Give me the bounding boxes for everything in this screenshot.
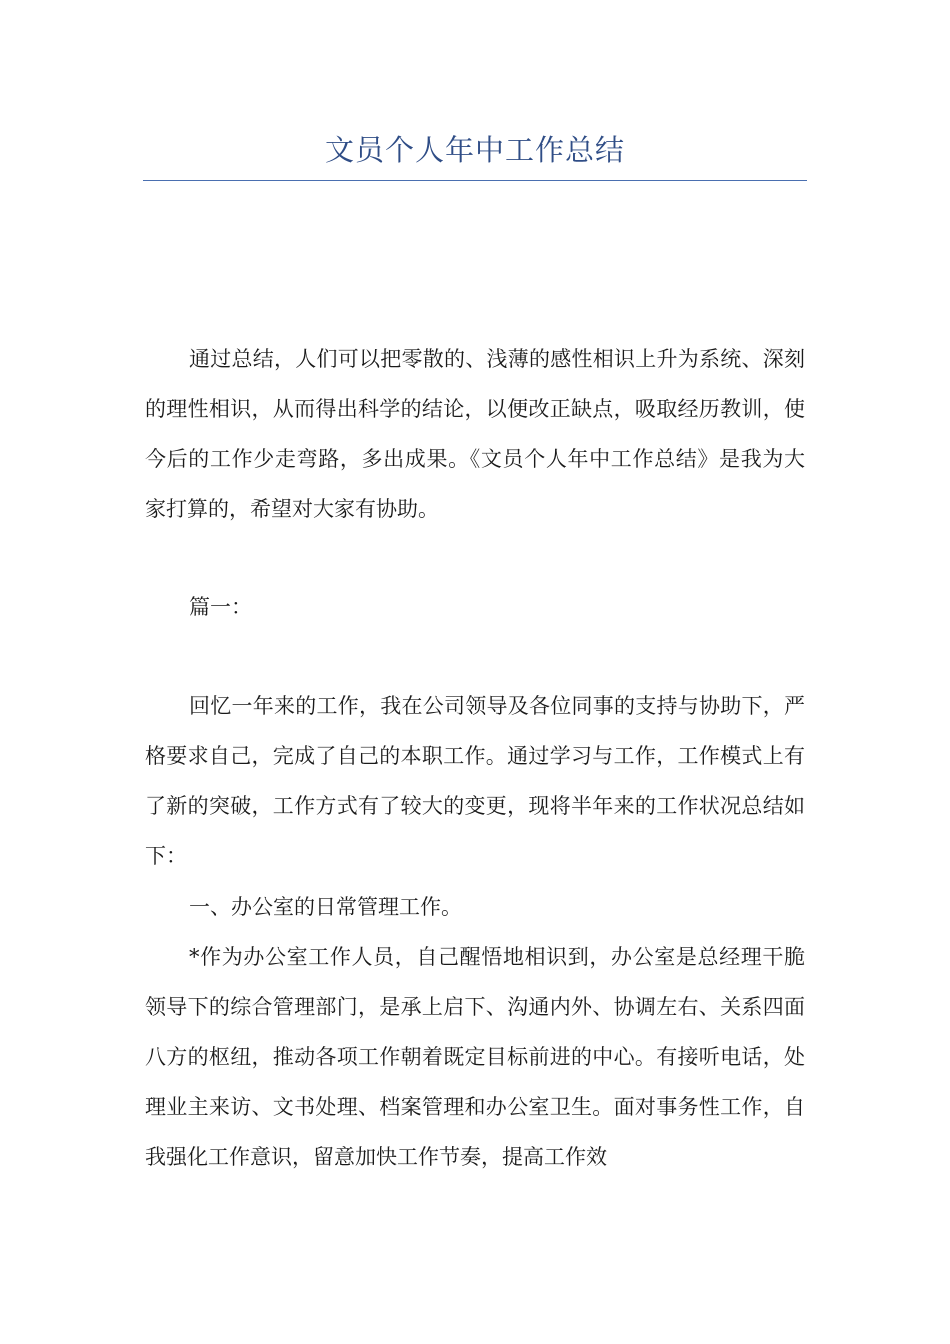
paragraph-intro: 通过总结，人们可以把零散的、浅薄的感性相识上升为系统、深刻的理性相识，从而得出科学的结论，以便改正缺点，吸取经历教训，使今后的工作少走弯路，多出成果。《文员个人年中工作总结》是我为大家打算的，希望对大家有协助。 <box>145 347 805 521</box>
document-title: 文员个人年中工作总结 <box>324 133 625 167</box>
title-underline <box>143 180 807 181</box>
paragraph-review: 回忆一年来的工作，我在公司领导及各位同事的支持与协助下，严格要求自己，完成了自己的本职工作。通过学习与工作，工作模式上有了新的突破，工作方式有了较大的变更，现将半年来的工作状况总结如下： <box>145 694 805 868</box>
paragraph-office-duties: *作为办公室工作人员，自己醒悟地相识到，办公室是总经理干脆领导下的综合管理部门，是承上启下、沟通内外、协调左右、关系四面八方的枢纽，推动各项工作朝着既定目标前进的中心。有接听电话，处理业主来访、文书处理、档案管理和办公室卫生。面对事务性工作，自我强化工作意识，留意加快工作节奏，提高工作效 <box>145 945 805 1169</box>
section-heading-office-management: 一、办公室的日常管理工作。 <box>189 895 462 919</box>
section-heading-part-one: 篇一： <box>189 595 252 619</box>
